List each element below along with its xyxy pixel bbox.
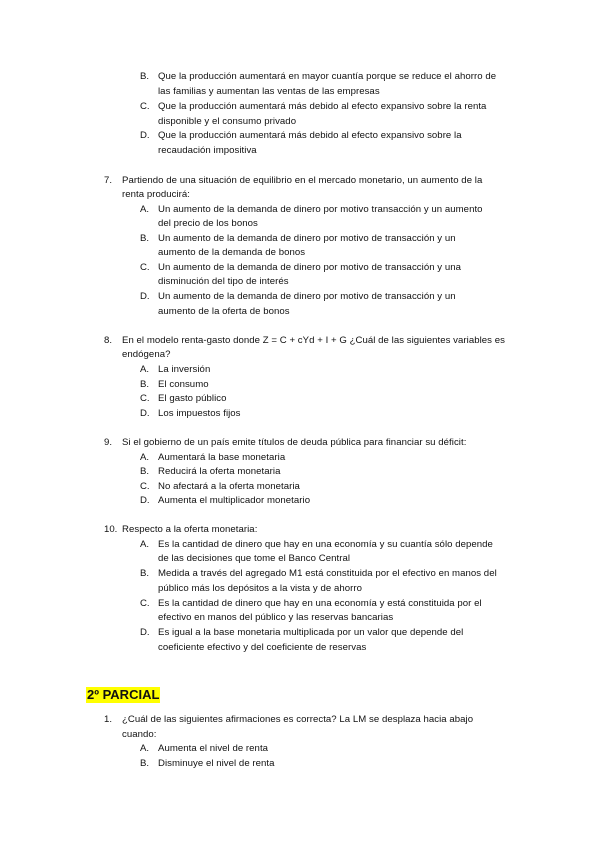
question-number: 7.: [104, 175, 113, 186]
option-letter: D.: [140, 130, 150, 141]
option-text: El consumo: [158, 379, 209, 390]
option-text: El gasto público: [158, 393, 227, 404]
option-text: Aumenta el nivel de renta: [158, 743, 269, 754]
option-letter: B.: [140, 466, 150, 477]
option-text: Reducirá la oferta monetaria: [158, 466, 281, 477]
option-letter: D.: [140, 408, 150, 419]
option-text: aumento de la oferta de bonos: [158, 306, 290, 317]
option-text: disponible y el consumo privado: [158, 116, 297, 127]
option-text: efectivo en manos del público y las reservas bancarias: [158, 612, 394, 623]
option-text: del precio de los bonos: [158, 218, 258, 229]
option-text: Los impuestos fijos: [158, 408, 241, 419]
option-letter: B.: [140, 379, 150, 390]
question-text: renta producirá:: [122, 189, 190, 200]
question-number: 8.: [104, 335, 113, 346]
option-text: Es la cantidad de dinero que hay en una economía y su cuantía sólo depende: [158, 539, 493, 550]
option-text: Un aumento de la demanda de dinero por motivo transacción y un aumento: [158, 204, 483, 215]
option-letter: B.: [140, 233, 150, 244]
option-text: Un aumento de la demanda de dinero por motivo de transacción y una: [158, 262, 462, 273]
option-letter: B.: [140, 71, 150, 82]
question-text: cuando:: [122, 729, 157, 740]
question-text: En el modelo renta-gasto donde Z = C + cYd + I + G ¿Cuál de las siguientes variables es: [122, 335, 505, 346]
option-text: Disminuye el nivel de renta: [158, 758, 275, 769]
option-letter: B.: [140, 568, 150, 579]
question-text: endógena?: [122, 349, 171, 360]
option-letter: C.: [140, 262, 150, 273]
option-text: Que la producción aumentará en mayor cuantía porque se reduce el ahorro de: [158, 71, 497, 82]
option-letter: D.: [140, 627, 150, 638]
option-letter: A.: [140, 539, 150, 550]
option-text: Un aumento de la demanda de dinero por motivo de transacción y un: [158, 233, 456, 244]
option-text: Que la producción aumentará más debido al efecto expansivo sobre la: [158, 130, 462, 141]
question-text: Si el gobierno de un país emite títulos de deuda pública para financiar su déficit:: [122, 437, 467, 448]
option-text: Aumenta el multiplicador monetario: [158, 495, 311, 506]
option-letter: A.: [140, 743, 150, 754]
option-letter: A.: [140, 452, 150, 463]
option-letter: D.: [140, 495, 150, 506]
option-letter: C.: [140, 598, 150, 609]
question-text: Respecto a la oferta monetaria:: [122, 524, 258, 535]
option-letter: B.: [140, 758, 150, 769]
option-text: Un aumento de la demanda de dinero por motivo de transacción y un: [158, 291, 456, 302]
option-letter: C.: [140, 481, 150, 492]
option-letter: C.: [140, 393, 150, 404]
option-text: Medida a través del agregado M1 está constituida por el efectivo en manos del: [158, 568, 497, 579]
question-text: Partiendo de una situación de equilibrio en el mercado monetario, un aumento de la: [122, 175, 483, 186]
section-heading: 2º PARCIAL: [87, 687, 160, 702]
option-text: Es igual a la base monetaria multiplicada por un valor que depende del: [158, 627, 464, 638]
option-letter: D.: [140, 291, 150, 302]
option-text: público más los depósitos a la vista y de ahorro: [158, 583, 362, 594]
question-number: 1.: [104, 714, 113, 725]
question-text: ¿Cuál de las siguientes afirmaciones es correcta? La LM se desplaza hacia abajo: [122, 714, 474, 725]
option-letter: A.: [140, 204, 150, 215]
option-text: las familias y aumentan las ventas de las empresas: [158, 86, 380, 97]
option-text: Aumentará la base monetaria: [158, 452, 286, 463]
option-text: disminución del tipo de interés: [158, 276, 289, 287]
option-letter: C.: [140, 101, 150, 112]
question-number: 9.: [104, 437, 113, 448]
option-text: No afectará a la oferta monetaria: [158, 481, 300, 492]
option-text: coeficiente efectivo y del coeficiente de reservas: [158, 642, 367, 653]
option-text: recaudación impositiva: [158, 145, 257, 156]
option-letter: A.: [140, 364, 150, 375]
option-text: aumento de la demanda de bonos: [158, 247, 306, 258]
option-text: Que la producción aumentará más debido al efecto expansivo sobre la renta: [158, 101, 487, 112]
option-text: La inversión: [158, 364, 211, 375]
question-number: 10.: [104, 524, 118, 535]
option-text: de las decisiones que tome el Banco Central: [158, 553, 351, 564]
option-text: Es la cantidad de dinero que hay en una economía y está constituida por el: [158, 598, 482, 609]
